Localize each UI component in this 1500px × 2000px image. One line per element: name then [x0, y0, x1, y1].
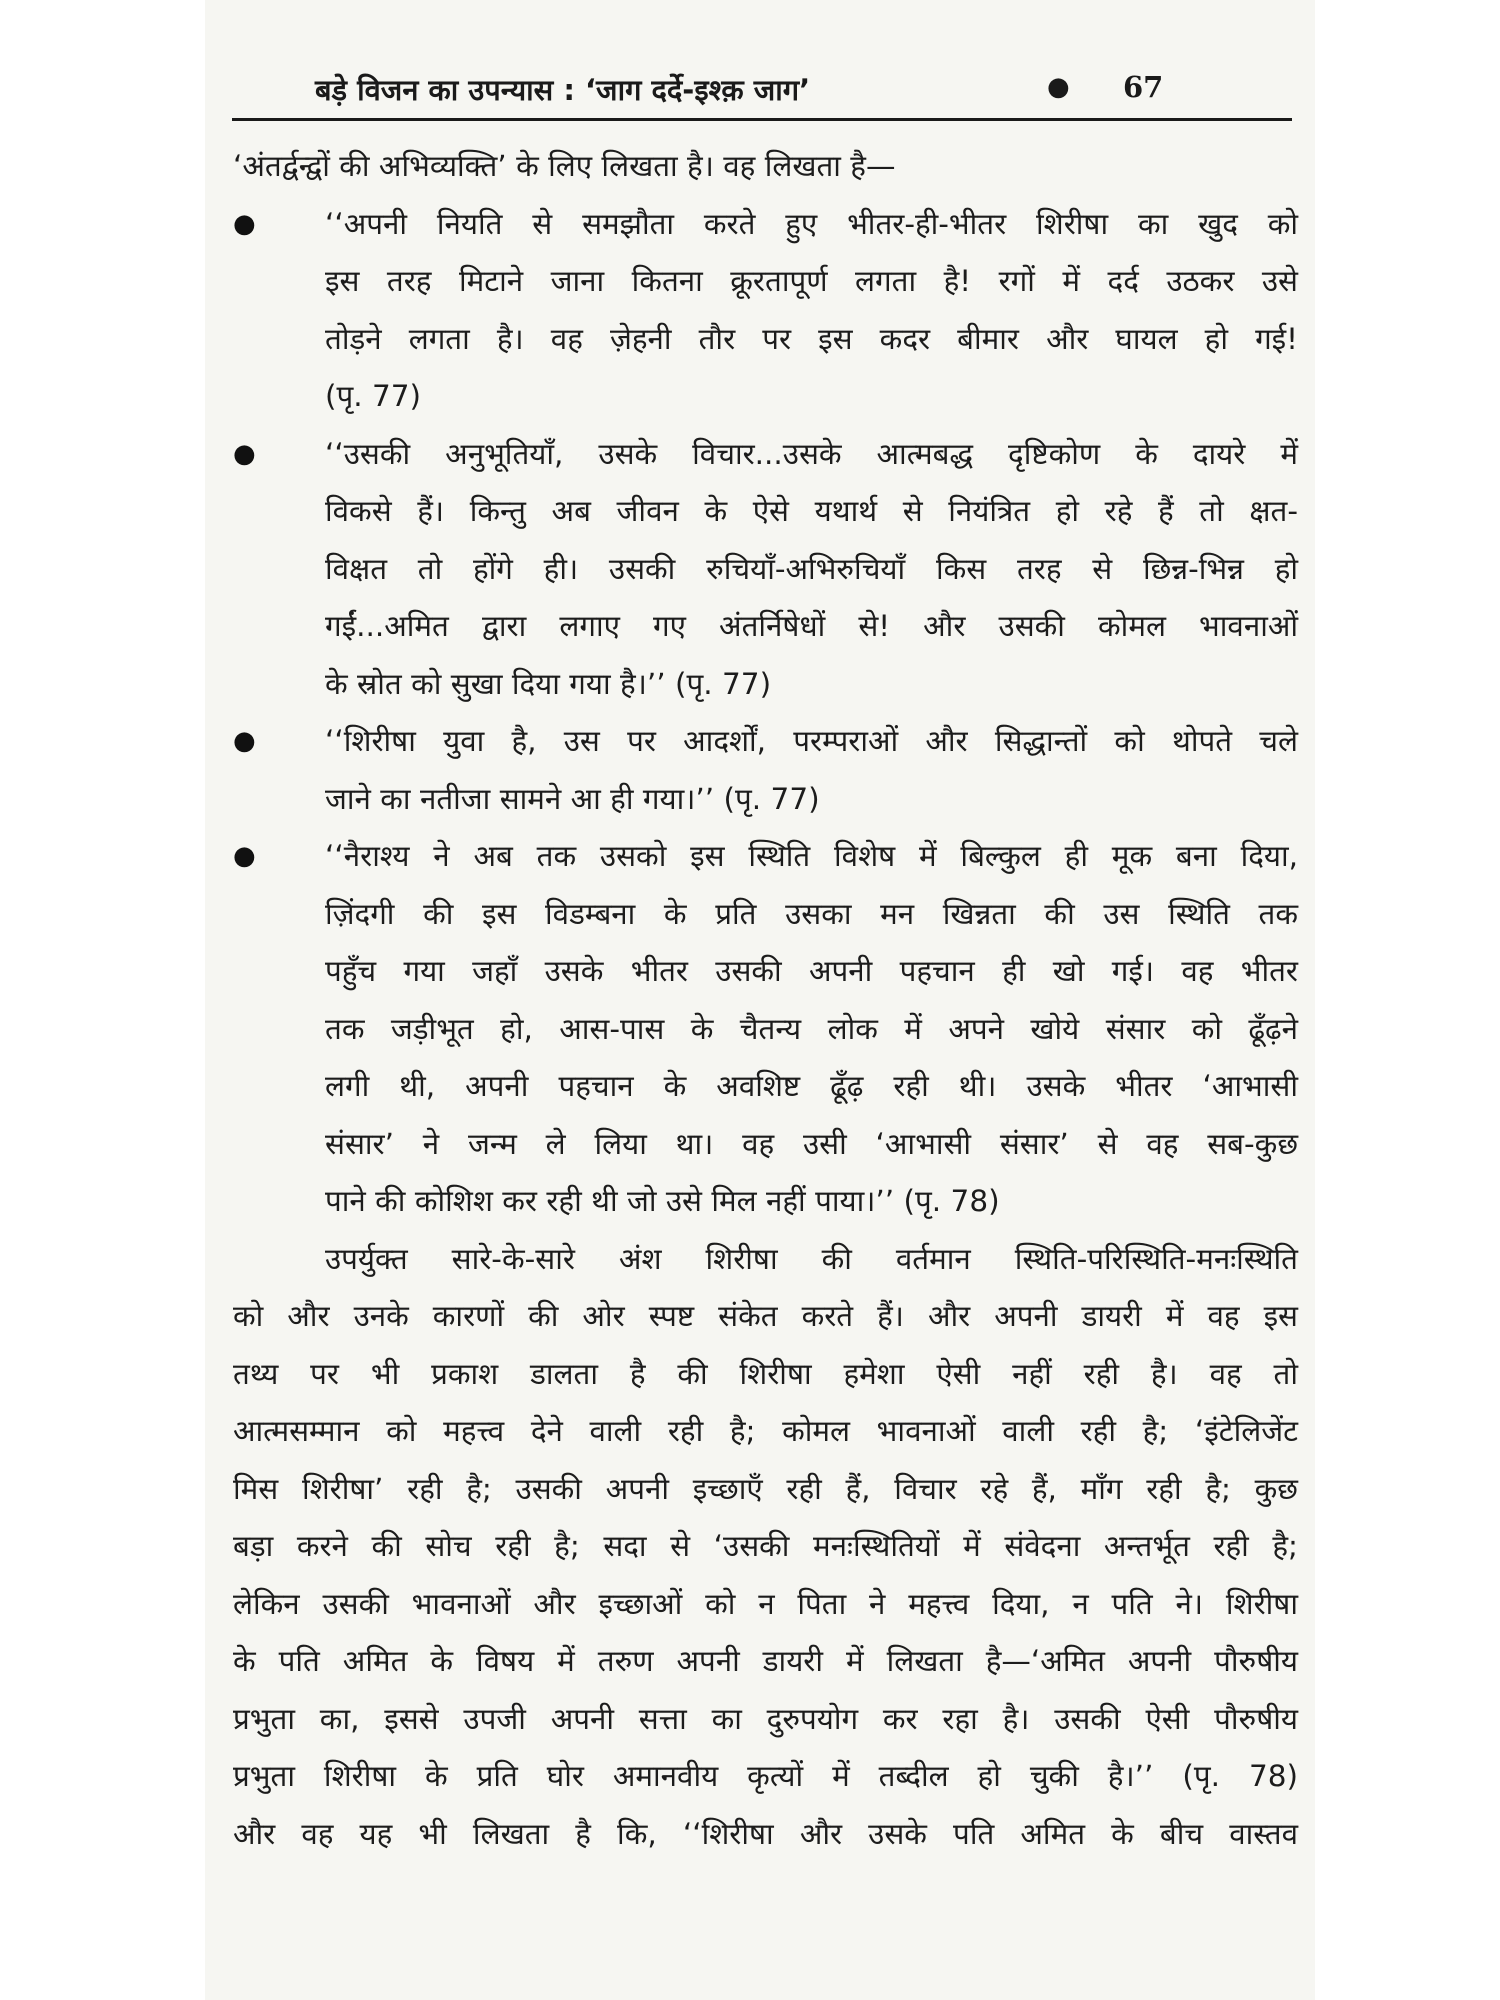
- bullet-2: ●: [233, 438, 256, 469]
- paragraph-line: मिस शिरीषा’ रही है; उसकी अपनी इच्छाएँ रही हैं, विचार रहे हैं, माँग रही है; कुछ: [233, 1471, 1298, 1506]
- bullet-1: ●: [233, 208, 256, 239]
- bullet-3: ●: [233, 726, 256, 756]
- quote-line: तोड़ने लगता है। वह ज़ेहनी तौर पर इस कदर बीमार और घायल हो गई!: [325, 321, 1298, 356]
- quote-line: लगी थी, अपनी पहचान के अवशिष्ट ढूँढ़ रही थी। उसके भीतर ‘आभासी: [325, 1069, 1298, 1103]
- quote-line: पाने की कोशिश कर रही थी जो उसे मिल नहीं पाया।’’ (पृ. 78): [325, 1184, 1000, 1218]
- quote-line: जाने का नतीजा सामने आ ही गया।’’ (पृ. 77): [325, 781, 820, 816]
- quote-line: ‘‘शिरीषा युवा है, उस पर आदर्शों, परम्पराओं और सिद्धान्तों को थोपते चले: [325, 724, 1298, 758]
- paragraph-line: बड़ा करने की सोच रही है; सदा से ‘उसकी मनःस्थितियों में संवेदना अन्तर्भूत रही है;: [233, 1529, 1298, 1563]
- quote-4: [233, 828, 1298, 1231]
- paragraph-line: आत्मसम्मान को महत्त्व देने वाली रही है; कोमल भावनाओं वाली रही है; ‘इंटेलिजेंट: [233, 1414, 1298, 1448]
- paragraph-line: को और उनके कारणों की ओर स्पष्ट संकेत करते हैं। और अपनी डायरी में वह इस: [233, 1299, 1298, 1333]
- paragraph-line: प्रभुता शिरीषा के प्रति घोर अमानवीय कृत्यों में तब्दील हो चुकी है।’’ (पृ. 78): [233, 1759, 1298, 1793]
- quote-line: संसार’ ने जन्म ले लिया था। वह उसी ‘आभासी संसार’ से वह सब-कुछ: [325, 1126, 1298, 1161]
- bullet-4: ●: [233, 841, 256, 871]
- quote-line: गईं...अमित द्वारा लगाए गए अंतर्निषेधों से! और उसकी कोमल भावनाओं: [325, 609, 1298, 643]
- paragraph-line: तथ्य पर भी प्रकाश डालता है की शिरीषा हमेशा ऐसी नहीं रही है। वह तो: [233, 1356, 1298, 1391]
- quote-line: ‘‘नैराश्य ने अब तक उसको इस स्थिति विशेष में बिल्कुल ही मूक बना दिया,: [325, 839, 1299, 873]
- running-header: [295, 70, 1295, 110]
- header-rule: [232, 118, 1292, 121]
- page-number: 67: [1123, 70, 1164, 104]
- quote-line: ‘‘अपनी नियति से समझौता करते हुए भीतर-ही-भीतर शिरीषा का खुद को: [325, 206, 1298, 241]
- quote-line: ज़िंदगी की इस विडम्बना के प्रति उसका मन खिन्नता की उस स्थिति तक: [325, 896, 1298, 931]
- body-paragraph: [233, 1231, 1298, 1864]
- paragraph-line: प्रभुता का, इससे उपजी अपनी सत्ता का दुरुपयोग कर रहा है। उसकी ऐसी पौरुषीय: [233, 1701, 1298, 1736]
- header-title: बड़े विजन का उपन्यास : ‘जाग दर्दे-इश्क़ जाग’: [315, 73, 811, 107]
- paragraph-line: के पति अमित के विषय में तरुण अपनी डायरी में लिखता है—‘अमित अपनी पौरुषीय: [233, 1644, 1298, 1678]
- quote-line: विक्षत तो होंगे ही। उसकी रुचियाँ-अभिरुचियाँ किस तरह से छिन्न-भिन्न हो: [325, 551, 1298, 586]
- intro-line: ‘अंतर्द्वन्द्वों की अभिव्यक्ति’ के लिए लिखता है। वह लिखता है—: [233, 149, 896, 183]
- header-bullet: ●: [1047, 72, 1070, 102]
- page-body: [233, 138, 1298, 1863]
- paragraph-line: उपर्युक्त सारे-के-सारे अंश शिरीषा की वर्तमान स्थिति-परिस्थिति-मनःस्थिति: [325, 1241, 1298, 1276]
- paragraph-line: लेकिन उसकी भावनाओं और इच्छाओं को न पिता ने महत्त्व दिया, न पति ने। शिरीषा: [233, 1586, 1298, 1621]
- quote-line: विकसे हैं। किन्तु अब जीवन के ऐसे यथार्थ से नियंत्रित हो रहे हैं तो क्षत-: [325, 494, 1298, 528]
- quote-line: के स्रोत को सुखा दिया गया है।’’ (पृ. 77): [325, 666, 772, 701]
- quote-line: इस तरह मिटाने जाना कितना क्रूरतापूर्ण लगता है! रगों में दर्द उठकर उसे: [325, 264, 1298, 298]
- quote-line: ‘‘उसकी अनुभूतियाँ, उसके विचार...उसके आत्मबद्ध दृष्टिकोण के दायरे में: [325, 436, 1298, 471]
- paragraph-line: और वह यह भी लिखता है कि, ‘‘शिरीषा और उसके पति अमित के बीच वास्तव: [233, 1816, 1298, 1851]
- quote-line: तक जड़ीभूत हो, आस-पास के चैतन्य लोक में अपने खोये संसार को ढूँढ़ने: [325, 1011, 1298, 1046]
- quote-3: [233, 713, 1298, 828]
- quote-line: पहुँच गया जहाँ उसके भीतर उसकी अपनी पहचान ही खो गई। वह भीतर: [325, 954, 1298, 988]
- quote-line: (पृ. 77): [325, 379, 422, 413]
- quote-2: [233, 426, 1298, 714]
- quote-1: [233, 196, 1298, 426]
